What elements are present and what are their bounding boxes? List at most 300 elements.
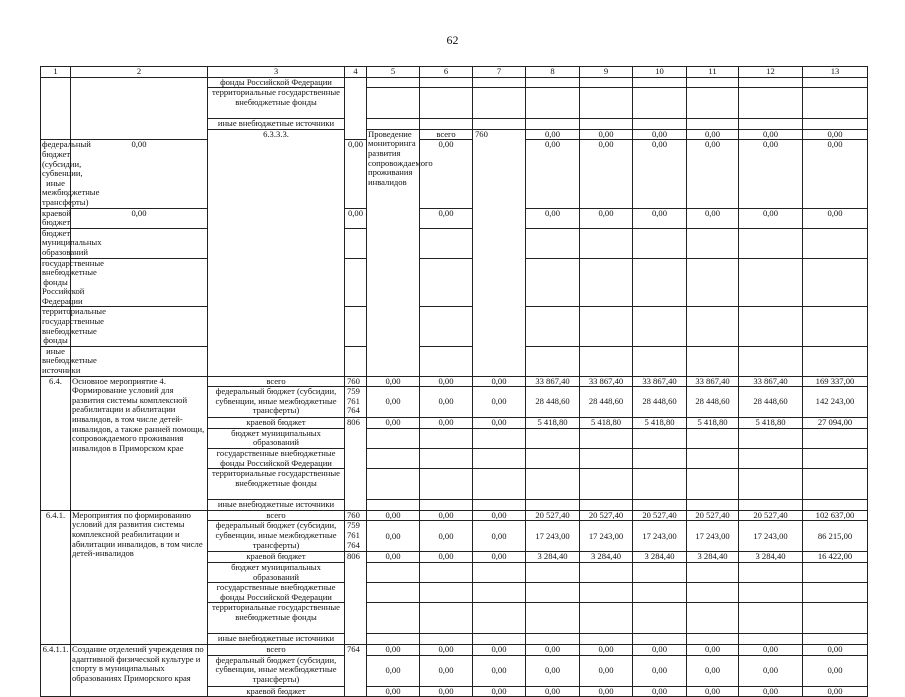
header-cell: 3 bbox=[208, 67, 345, 78]
empty-cell bbox=[687, 77, 739, 88]
value-cell: 0,00 bbox=[633, 655, 687, 686]
empty-cell bbox=[687, 346, 739, 376]
value-cell: 0,00 bbox=[687, 129, 739, 140]
empty-cell bbox=[633, 258, 687, 307]
source-cell: бюджет муниципальных образований bbox=[208, 428, 345, 448]
empty-cell bbox=[473, 88, 526, 119]
value-cell: 0,00 bbox=[687, 644, 739, 655]
empty-cell bbox=[633, 562, 687, 582]
empty-cell bbox=[526, 307, 580, 346]
table-row bbox=[41, 510, 868, 521]
value-cell: 17 243,00 bbox=[580, 521, 633, 552]
value-cell: 86 215,00 bbox=[803, 521, 868, 552]
empty-cell bbox=[367, 428, 420, 448]
item-number: 6.4.1.1. bbox=[41, 644, 71, 696]
empty-cell bbox=[580, 603, 633, 634]
header-cell: 8 bbox=[526, 67, 580, 78]
empty-cell bbox=[633, 119, 687, 130]
value-cell: 27 094,00 bbox=[803, 418, 868, 429]
empty-cell bbox=[473, 500, 526, 511]
value-cell: 0,00 bbox=[580, 686, 633, 697]
value-cell: 0,00 bbox=[420, 521, 473, 552]
empty-cell bbox=[633, 583, 687, 603]
source-cell: иные внебюджетные источники bbox=[208, 634, 345, 645]
empty-cell bbox=[420, 88, 473, 119]
empty-cell bbox=[473, 77, 526, 88]
empty-cell bbox=[526, 634, 580, 645]
value-cell: 20 527,40 bbox=[739, 510, 803, 521]
value-cell: 20 527,40 bbox=[687, 510, 739, 521]
code-cell: 806 bbox=[345, 552, 367, 645]
value-cell: 33 867,40 bbox=[526, 376, 580, 387]
value-cell: 5 418,80 bbox=[580, 418, 633, 429]
value-cell: 0,00 bbox=[739, 140, 803, 208]
source-cell: краевой бюджет bbox=[208, 552, 345, 563]
table-row bbox=[41, 376, 868, 387]
empty-cell bbox=[580, 500, 633, 511]
header-cell: 13 bbox=[803, 67, 868, 78]
empty-cell bbox=[739, 258, 803, 307]
source-cell: иные внебюджетные источники bbox=[208, 500, 345, 511]
value-cell: 0,00 bbox=[420, 644, 473, 655]
value-cell: 0,00 bbox=[367, 387, 420, 418]
empty-cell bbox=[526, 603, 580, 634]
empty-cell bbox=[803, 307, 868, 346]
value-cell: 0,00 bbox=[367, 376, 420, 387]
empty-cell bbox=[420, 562, 473, 582]
empty-cell bbox=[803, 634, 868, 645]
item-number: 6.3.3.3. bbox=[208, 129, 345, 376]
value-cell: 0,00 bbox=[803, 644, 868, 655]
value-cell: 28 448,60 bbox=[580, 387, 633, 418]
value-cell: 0,00 bbox=[633, 686, 687, 697]
item-name: Мероприятия по формированию условий для развития системы комплексной реабилитации и абилитации инвалидов, в том числе детей-инвалидов bbox=[71, 510, 208, 644]
table-row bbox=[41, 346, 868, 376]
value-cell: 0,00 bbox=[526, 644, 580, 655]
empty-cell bbox=[420, 634, 473, 645]
value-cell: 0,00 bbox=[420, 510, 473, 521]
empty-cell bbox=[633, 228, 687, 258]
source-cell: иные внебюджетные источники bbox=[208, 119, 345, 130]
code-cell: 764 bbox=[345, 644, 367, 696]
value-cell: 0,00 bbox=[420, 387, 473, 418]
empty-cell bbox=[633, 449, 687, 469]
header-cell: 4 bbox=[345, 67, 367, 78]
value-cell: 16 422,00 bbox=[803, 552, 868, 563]
value-cell: 5 418,80 bbox=[739, 418, 803, 429]
value-cell: 5 418,80 bbox=[526, 418, 580, 429]
empty-cell bbox=[739, 500, 803, 511]
empty-cell bbox=[345, 77, 367, 140]
value-cell: 0,00 bbox=[803, 655, 868, 686]
empty-cell bbox=[803, 228, 868, 258]
value-cell: 5 418,80 bbox=[687, 418, 739, 429]
source-cell: федеральный бюджет (субсидии, субвенции, иные межбюджетные трансферты) bbox=[208, 655, 345, 686]
source-cell: бюджет муниципальных образований bbox=[208, 562, 345, 582]
source-cell: территориальные государственные внебюджетные фонды bbox=[208, 603, 345, 634]
value-cell: 33 867,40 bbox=[580, 376, 633, 387]
empty-cell bbox=[367, 469, 420, 500]
table-row bbox=[41, 208, 868, 228]
empty-cell bbox=[526, 469, 580, 500]
value-cell: 0,00 bbox=[526, 655, 580, 686]
table-row bbox=[41, 140, 868, 208]
empty-cell bbox=[580, 88, 633, 119]
empty-cell bbox=[803, 469, 868, 500]
empty-cell bbox=[526, 119, 580, 130]
value-cell: 20 527,40 bbox=[580, 510, 633, 521]
empty-cell bbox=[687, 307, 739, 346]
empty-cell bbox=[345, 228, 367, 258]
header-cell: 11 bbox=[687, 67, 739, 78]
source-cell: территориальные государственные внебюджетные фонды bbox=[42, 306, 106, 346]
empty-cell bbox=[580, 449, 633, 469]
budget-table bbox=[40, 66, 868, 697]
value-cell: 0,00 bbox=[473, 521, 526, 552]
value-cell: 0,00 bbox=[803, 686, 868, 697]
value-cell: 0,00 bbox=[345, 208, 367, 228]
value-cell: 0,00 bbox=[526, 208, 580, 228]
value-cell: 17 243,00 bbox=[526, 521, 580, 552]
empty-cell bbox=[803, 500, 868, 511]
value-cell: 0,00 bbox=[473, 376, 526, 387]
source-cell: всего bbox=[208, 644, 345, 655]
value-cell: 0,00 bbox=[739, 655, 803, 686]
empty-cell bbox=[580, 228, 633, 258]
header-cell: 1 bbox=[41, 67, 71, 78]
empty-cell bbox=[473, 119, 526, 130]
source-cell: федеральный бюджет (субсидии, субвенции, иные межбюджетные трансферты) bbox=[42, 139, 100, 207]
source-cell: краевой бюджет bbox=[42, 207, 71, 228]
empty-cell bbox=[803, 428, 868, 448]
value-cell: 0,00 bbox=[803, 208, 868, 228]
empty-cell bbox=[739, 228, 803, 258]
empty-cell bbox=[580, 346, 633, 376]
value-cell: 3 284,40 bbox=[526, 552, 580, 563]
value-cell: 3 284,40 bbox=[739, 552, 803, 563]
value-cell: 0,00 bbox=[803, 140, 868, 208]
empty-cell bbox=[420, 469, 473, 500]
empty-cell bbox=[345, 346, 367, 376]
empty-cell bbox=[345, 307, 367, 346]
value-cell: 0,00 bbox=[739, 686, 803, 697]
empty-cell bbox=[367, 500, 420, 511]
empty-cell bbox=[420, 346, 473, 376]
empty-cell bbox=[633, 469, 687, 500]
empty-cell bbox=[580, 119, 633, 130]
value-cell: 0,00 bbox=[580, 140, 633, 208]
empty-cell bbox=[633, 346, 687, 376]
empty-cell bbox=[633, 428, 687, 448]
value-cell: 33 867,40 bbox=[687, 376, 739, 387]
empty-cell bbox=[739, 346, 803, 376]
empty-cell bbox=[633, 307, 687, 346]
value-cell: 3 284,40 bbox=[687, 552, 739, 563]
empty-cell bbox=[803, 119, 868, 130]
empty-cell bbox=[420, 228, 473, 258]
empty-cell bbox=[41, 77, 71, 140]
value-cell: 0,00 bbox=[473, 655, 526, 686]
value-cell: 0,00 bbox=[580, 129, 633, 140]
value-cell: 0,00 bbox=[367, 418, 420, 429]
source-cell: всего bbox=[420, 129, 473, 140]
value-cell: 0,00 bbox=[420, 140, 473, 208]
item-name: Основное мероприятие 4. Формирование условий для развития системы комплексной реабилитации и абилитации инвалидов, в том числе детей-инвалидов, а также ранней помощи, сопровождаемого проживания инвалидов в Приморском крае bbox=[71, 376, 208, 510]
value-cell: 0,00 bbox=[473, 552, 526, 563]
empty-cell bbox=[633, 500, 687, 511]
value-cell: 20 527,40 bbox=[633, 510, 687, 521]
source-cell: территориальные государственные внебюджетные фонды bbox=[208, 88, 345, 119]
empty-cell bbox=[526, 88, 580, 119]
value-cell: 142 243,00 bbox=[803, 387, 868, 418]
empty-cell bbox=[420, 307, 473, 346]
source-cell: краевой бюджет bbox=[208, 686, 345, 697]
code-cell: 806 bbox=[345, 418, 367, 511]
empty-cell bbox=[580, 583, 633, 603]
code-cell: 760 bbox=[473, 129, 526, 376]
value-cell: 0,00 bbox=[473, 510, 526, 521]
value-cell: 0,00 bbox=[367, 510, 420, 521]
empty-cell bbox=[687, 428, 739, 448]
empty-cell bbox=[367, 603, 420, 634]
empty-cell bbox=[739, 307, 803, 346]
empty-cell bbox=[803, 562, 868, 582]
empty-cell bbox=[739, 119, 803, 130]
empty-cell bbox=[687, 603, 739, 634]
value-cell: 17 243,00 bbox=[739, 521, 803, 552]
source-cell: государственные внебюджетные фонды Российской Федерации bbox=[208, 449, 345, 469]
item-name: Проведение мониторинга развития сопровождаемого проживания инвалидов bbox=[367, 129, 420, 376]
empty-cell bbox=[803, 346, 868, 376]
table-row bbox=[41, 307, 868, 346]
empty-cell bbox=[687, 228, 739, 258]
empty-cell bbox=[526, 583, 580, 603]
value-cell: 0,00 bbox=[739, 129, 803, 140]
value-cell: 17 243,00 bbox=[633, 521, 687, 552]
value-cell: 0,00 bbox=[526, 129, 580, 140]
empty-cell bbox=[687, 469, 739, 500]
empty-cell bbox=[739, 469, 803, 500]
value-cell: 0,00 bbox=[420, 376, 473, 387]
table-row bbox=[41, 77, 868, 88]
value-cell: 0,00 bbox=[367, 686, 420, 697]
empty-cell bbox=[803, 583, 868, 603]
empty-cell bbox=[803, 449, 868, 469]
value-cell: 169 337,00 bbox=[803, 376, 868, 387]
value-cell: 0,00 bbox=[420, 686, 473, 697]
empty-cell bbox=[633, 77, 687, 88]
header-cell: 10 bbox=[633, 67, 687, 78]
empty-cell bbox=[633, 603, 687, 634]
value-cell: 0,00 bbox=[420, 418, 473, 429]
empty-cell bbox=[367, 88, 420, 119]
code-cell: 760 bbox=[345, 376, 367, 387]
value-cell: 0,00 bbox=[526, 140, 580, 208]
empty-cell bbox=[580, 469, 633, 500]
item-name: Создание отделений учреждения по адаптивной физической культуре и спорту в муниципальных образованиях Приморского края bbox=[71, 644, 208, 696]
value-cell: 0,00 bbox=[71, 208, 208, 228]
item-number: 6.4. bbox=[41, 376, 71, 510]
empty-cell bbox=[473, 449, 526, 469]
value-cell: 0,00 bbox=[687, 140, 739, 208]
value-cell: 0,00 bbox=[420, 655, 473, 686]
value-cell: 0,00 bbox=[367, 655, 420, 686]
empty-cell bbox=[420, 258, 473, 307]
value-cell: 0,00 bbox=[367, 644, 420, 655]
value-cell: 0,00 bbox=[687, 655, 739, 686]
empty-cell bbox=[367, 449, 420, 469]
value-cell: 28 448,60 bbox=[687, 387, 739, 418]
empty-cell bbox=[367, 119, 420, 130]
empty-cell bbox=[803, 603, 868, 634]
source-cell: всего bbox=[208, 376, 345, 387]
empty-cell bbox=[526, 77, 580, 88]
empty-cell bbox=[526, 228, 580, 258]
value-cell: 102 637,00 bbox=[803, 510, 868, 521]
empty-cell bbox=[580, 307, 633, 346]
empty-cell bbox=[71, 77, 208, 140]
empty-cell bbox=[580, 634, 633, 645]
empty-cell bbox=[687, 500, 739, 511]
empty-cell bbox=[420, 428, 473, 448]
code-cell: 759 761 764 bbox=[345, 387, 367, 418]
value-cell: 0,00 bbox=[71, 140, 208, 208]
empty-cell bbox=[420, 119, 473, 130]
source-cell: государственные внебюджетные фонды Российской Федерации bbox=[42, 257, 104, 306]
empty-cell bbox=[420, 449, 473, 469]
empty-cell bbox=[580, 258, 633, 307]
value-cell: 28 448,60 bbox=[739, 387, 803, 418]
value-cell: 0,00 bbox=[473, 387, 526, 418]
source-cell: иные внебюджетные источники bbox=[42, 345, 97, 376]
item-number: 6.4.1. bbox=[41, 510, 71, 644]
header-cell: 5 bbox=[367, 67, 420, 78]
code-cell: 759 761 764 bbox=[345, 521, 367, 552]
empty-cell bbox=[687, 88, 739, 119]
source-cell: бюджет муниципальных образований bbox=[42, 227, 102, 257]
empty-cell bbox=[526, 258, 580, 307]
value-cell: 5 418,80 bbox=[633, 418, 687, 429]
empty-cell bbox=[633, 88, 687, 119]
value-cell: 0,00 bbox=[473, 686, 526, 697]
empty-cell bbox=[803, 258, 868, 307]
header-cell: 6 bbox=[420, 67, 473, 78]
empty-cell bbox=[473, 583, 526, 603]
header-row bbox=[41, 67, 868, 78]
source-cell: федеральный бюджет (субсидии, субвенции, иные межбюджетные трансферты) bbox=[208, 521, 345, 552]
empty-cell bbox=[526, 449, 580, 469]
table-row bbox=[41, 644, 868, 655]
value-cell: 20 527,40 bbox=[526, 510, 580, 521]
header-cell: 9 bbox=[580, 67, 633, 78]
value-cell: 0,00 bbox=[473, 644, 526, 655]
empty-cell bbox=[420, 603, 473, 634]
empty-cell bbox=[580, 562, 633, 582]
value-cell: 0,00 bbox=[420, 552, 473, 563]
empty-cell bbox=[420, 583, 473, 603]
empty-cell bbox=[739, 634, 803, 645]
value-cell: 0,00 bbox=[420, 208, 473, 228]
value-cell: 0,00 bbox=[803, 129, 868, 140]
empty-cell bbox=[687, 562, 739, 582]
source-cell: всего bbox=[208, 510, 345, 521]
empty-cell bbox=[345, 258, 367, 307]
value-cell: 28 448,60 bbox=[526, 387, 580, 418]
header-cell: 12 bbox=[739, 67, 803, 78]
value-cell: 17 243,00 bbox=[687, 521, 739, 552]
empty-cell bbox=[633, 634, 687, 645]
empty-cell bbox=[739, 583, 803, 603]
source-cell: государственные внебюджетные фонды Российской Федерации bbox=[208, 583, 345, 603]
empty-cell bbox=[367, 634, 420, 645]
empty-cell bbox=[580, 77, 633, 88]
empty-cell bbox=[739, 77, 803, 88]
value-cell: 0,00 bbox=[687, 686, 739, 697]
page-number: 62 bbox=[446, 33, 459, 47]
table-row bbox=[41, 228, 868, 258]
empty-cell bbox=[473, 562, 526, 582]
value-cell: 0,00 bbox=[367, 552, 420, 563]
empty-cell bbox=[420, 77, 473, 88]
empty-cell bbox=[739, 428, 803, 448]
empty-cell bbox=[473, 603, 526, 634]
value-cell: 0,00 bbox=[526, 686, 580, 697]
empty-cell bbox=[803, 77, 868, 88]
value-cell: 3 284,40 bbox=[580, 552, 633, 563]
value-cell: 0,00 bbox=[633, 129, 687, 140]
empty-cell bbox=[473, 428, 526, 448]
value-cell: 0,00 bbox=[580, 655, 633, 686]
value-cell: 28 448,60 bbox=[633, 387, 687, 418]
empty-cell bbox=[687, 119, 739, 130]
header-cell: 7 bbox=[473, 67, 526, 78]
value-cell: 33 867,40 bbox=[739, 376, 803, 387]
value-cell: 0,00 bbox=[687, 208, 739, 228]
empty-cell bbox=[580, 428, 633, 448]
empty-cell bbox=[739, 603, 803, 634]
source-cell: фонды Российской Федерации bbox=[208, 77, 345, 88]
source-cell: краевой бюджет bbox=[208, 418, 345, 429]
value-cell: 0,00 bbox=[580, 208, 633, 228]
empty-cell bbox=[687, 583, 739, 603]
empty-cell bbox=[687, 634, 739, 645]
empty-cell bbox=[803, 88, 868, 119]
empty-cell bbox=[687, 258, 739, 307]
source-cell: территориальные государственные внебюджетные фонды bbox=[208, 469, 345, 500]
value-cell: 0,00 bbox=[633, 208, 687, 228]
code-cell: 760 bbox=[345, 510, 367, 521]
value-cell: 0,00 bbox=[473, 418, 526, 429]
value-cell: 33 867,40 bbox=[633, 376, 687, 387]
value-cell: 0,00 bbox=[580, 644, 633, 655]
value-cell: 0,00 bbox=[633, 140, 687, 208]
empty-cell bbox=[367, 562, 420, 582]
value-cell: 0,00 bbox=[739, 208, 803, 228]
empty-cell bbox=[526, 562, 580, 582]
source-cell: федеральный бюджет (субсидии, субвенции, иные межбюджетные трансферты) bbox=[208, 387, 345, 418]
value-cell: 3 284,40 bbox=[633, 552, 687, 563]
empty-cell bbox=[687, 449, 739, 469]
value-cell: 0,00 bbox=[739, 644, 803, 655]
empty-cell bbox=[526, 428, 580, 448]
empty-cell bbox=[526, 346, 580, 376]
empty-cell bbox=[473, 469, 526, 500]
empty-cell bbox=[739, 562, 803, 582]
value-cell: 0,00 bbox=[633, 644, 687, 655]
empty-cell bbox=[367, 77, 420, 88]
empty-cell bbox=[526, 500, 580, 511]
value-cell: 0,00 bbox=[345, 140, 367, 208]
